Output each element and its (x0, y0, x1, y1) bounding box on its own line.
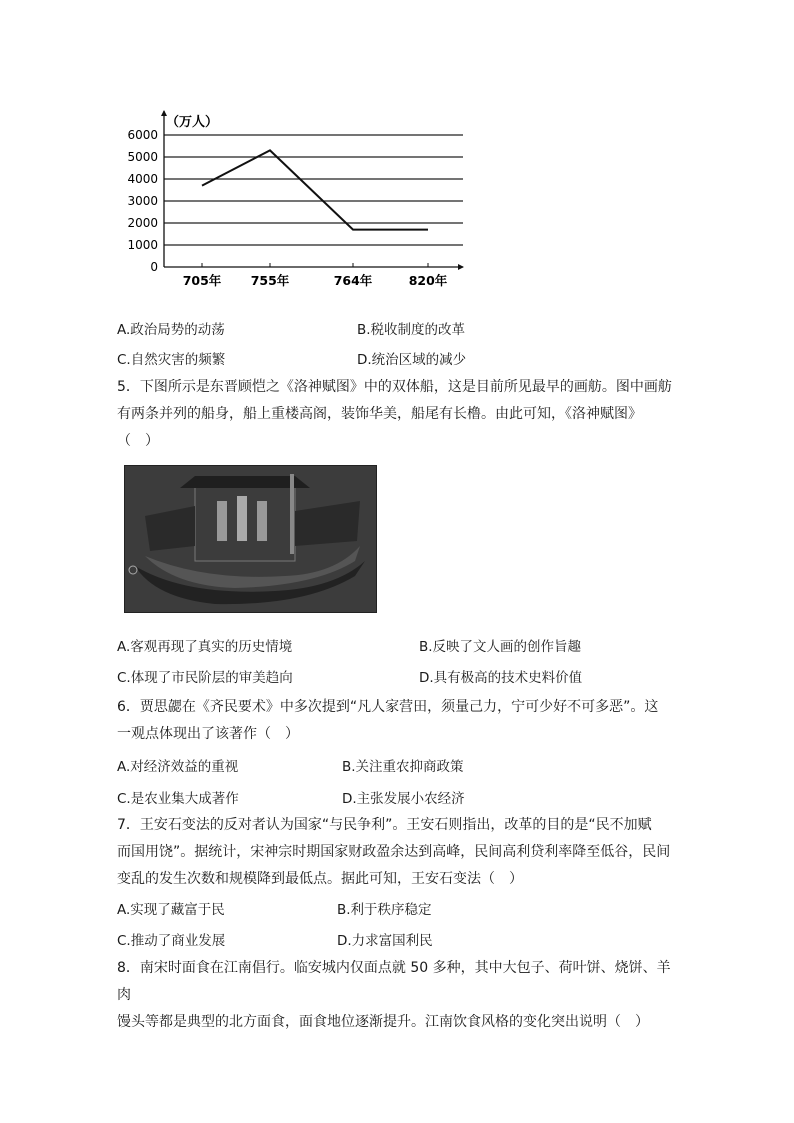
y-tick-label: 6000 (127, 128, 158, 142)
q5-stem-line-3: （ ） (117, 433, 159, 449)
q4-option-a[interactable]: A.政治局势的动荡 (117, 322, 225, 338)
q6-stem-line-1: 6．贾思勰在《齐民要术》中多次提到“凡人家营田，须量己力，宁可少好不可多恶”。这 (117, 699, 659, 715)
q5-option-a[interactable]: A.客观再现了真实的历史情境 (117, 639, 293, 655)
q5-option-d[interactable]: D.具有极高的技术史料价值 (419, 670, 583, 686)
q7-option-b[interactable]: B.利于秩序稳定 (337, 902, 432, 918)
q7-stem-line-2: 而国用饶”。据统计，宋神宗时期国家财政盈余达到高峰，民间高利贷利率降至低谷，民间 (117, 844, 671, 860)
q4-option-c[interactable]: C.自然灾害的频繁 (117, 352, 226, 368)
question-8 (117, 955, 677, 1036)
x-tick-label: 755年 (250, 273, 290, 288)
painting-image (124, 465, 377, 613)
q6-stem-line-2: 一观点体现出了该著作（ ） (117, 726, 299, 742)
q5-option-b[interactable]: B.反映了文人画的创作旨趣 (419, 639, 582, 655)
x-tick-label: 764年 (333, 273, 373, 288)
question-6 (117, 694, 677, 748)
y-axis-label: （万人） (166, 115, 219, 130)
q6-option-a[interactable]: A.对经济效益的重视 (117, 759, 239, 775)
q5-option-c[interactable]: C.体现了市民阶层的审美趋向 (117, 670, 293, 686)
q7-stem-line-3: 变乱的发生次数和规模降到最低点。据此可知，王安石变法（ ） (117, 871, 523, 887)
y-tick-label: 2000 (127, 216, 158, 230)
y-tick-label: 4000 (127, 172, 158, 186)
y-tick-label: 0 (150, 260, 158, 274)
q7-option-d[interactable]: D.力求富国利民 (337, 933, 433, 949)
q7-option-a[interactable]: A.实现了藏富于民 (117, 902, 225, 918)
q8-stem-line-1: 8．南宋时面食在江南倡行。临安城内仅面点就 50 多种，其中大包子、荷叶饼、烧饼、羊肉 (117, 960, 671, 1003)
series-line (202, 150, 428, 229)
y-tick-label: 1000 (127, 238, 158, 252)
x-axis-arrow (458, 264, 464, 270)
population-line-chart (120, 108, 480, 293)
q6-option-c[interactable]: C.是农业集大成著作 (117, 791, 239, 807)
q8-stem-line-2: 馒头等都是典型的北方面食，面食地位逐渐提升。江南饮食风格的变化突出说明（ ） (117, 1014, 649, 1030)
q6-option-d[interactable]: D.主张发展小农经济 (342, 791, 465, 807)
q7-option-c[interactable]: C.推动了商业发展 (117, 933, 226, 949)
y-tick-label: 3000 (127, 194, 158, 208)
y-tick-label: 5000 (127, 150, 158, 164)
x-tick-label: 705年 (182, 273, 222, 288)
q4-option-d[interactable]: D.统治区域的减少 (357, 352, 467, 368)
q6-option-b[interactable]: B.关注重农抑商政策 (342, 759, 464, 775)
question-7 (117, 812, 677, 893)
q5-stem-line-1: 5．下图所示是东晋顾恺之《洛神赋图》中的双体船，这是目前所见最早的画舫。图中画舫 (117, 379, 672, 395)
q5-stem-line-2: 有两条并列的船身，船上重楼高阁，装饰华美，船尾有长橹。由此可知，《洛神赋图》 (117, 406, 642, 422)
question-5 (117, 374, 677, 455)
x-tick-label: 820年 (408, 273, 448, 288)
q7-stem-line-1: 7．王安石变法的反对者认为国家“与民争利”。王安石则指出，改革的目的是“民不加赋 (117, 817, 652, 833)
q4-option-b[interactable]: B.税收制度的改革 (357, 322, 466, 338)
